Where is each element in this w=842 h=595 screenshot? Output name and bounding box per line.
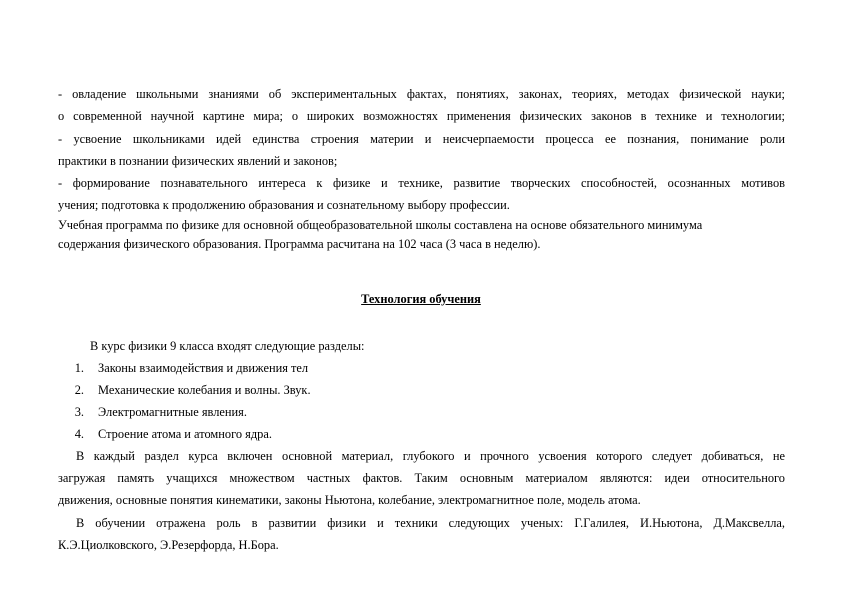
goal-line-3: - усвоение школьниками идей единства строения материи и неисчерпаемости процесса ее познания, понимание роли <box>58 132 785 146</box>
list-item <box>40 360 640 376</box>
paragraph-2-line-1: В обучении отражена роль в развитии физики и техники следующих ученых: Г.Галилея, И.Ньютона, Д.Максвелла, <box>76 516 785 530</box>
list-item-number: 2. <box>74 383 84 397</box>
list-item-number: 3. <box>74 405 84 419</box>
goal-line-6: учения; подготовка к продолжению образования и сознательному выбору профессии. <box>58 198 510 212</box>
list-item <box>40 382 640 398</box>
goal-line-1: - овладение школьными знаниями об экспериментальных фактах, понятиях, законах, теориях, методах физической науки; <box>58 87 785 101</box>
list-item <box>40 426 640 442</box>
goal-line-5: - формирование познавательного интереса к физике и технике, развитие творческих способностей, осознанных мотивов <box>58 176 785 190</box>
goal-line-2: о современной научной картине мира; о широких возможностях применения физических законов в технике и технологии; <box>58 109 785 123</box>
section-heading: Технология обучения <box>361 292 481 306</box>
section-intro: В курс физики 9 класса входят следующие разделы: <box>90 339 365 353</box>
list-item-text: Механические колебания и волны. Звук. <box>98 383 311 397</box>
paragraph-1-line-1: В каждый раздел курса включен основной материал, глубокого и прочного усвоения которого следует добиваться, не <box>76 449 785 463</box>
goal-line-4: практики в познании физических явлений и законов; <box>58 154 338 168</box>
list-item-text: Строение атома и атомного ядра. <box>98 427 272 441</box>
paragraph-2-line-2: К.Э.Циолковского, Э.Резерфорда, Н.Бора. <box>58 538 279 552</box>
list-item-text: Электромагнитные явления. <box>98 405 247 419</box>
program-line-1: Учебная программа по физике для основной общеобразовательной школы составлена на основе обязательного минимума <box>58 218 703 232</box>
list-item-number: 4. <box>74 427 84 441</box>
paragraph-1-line-3: движения, основные понятия кинематики, законы Ньютона, колебание, электромагнитное поле, модель атома. <box>58 493 641 507</box>
list-item-text: Законы взаимодействия и движения тел <box>98 361 309 375</box>
list-item <box>40 404 640 420</box>
list-item-number: 1. <box>74 361 84 375</box>
program-line-2: содержания физического образования. Программа расчитана на 102 часа (3 часа в неделю). <box>58 237 541 251</box>
paragraph-1-line-2: загружая память учащихся множеством частных фактов. Таким основным материалом являются: идеи относительного <box>58 471 785 485</box>
